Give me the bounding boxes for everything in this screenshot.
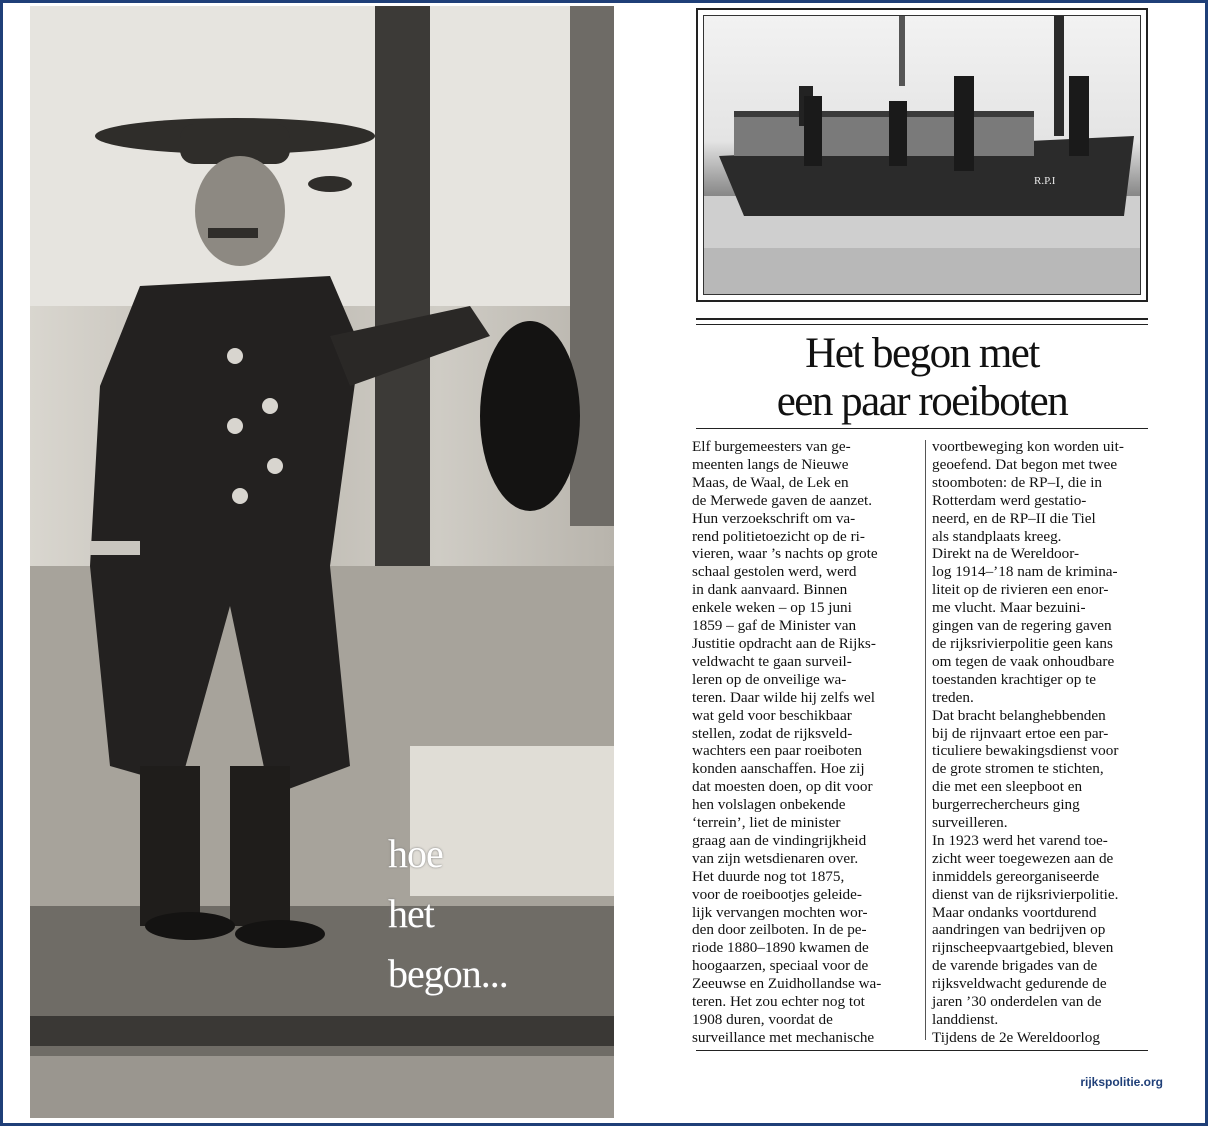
- caption-line-2: het: [388, 891, 434, 936]
- boat-photo: [703, 15, 1141, 295]
- headline-line-1: Het begon met: [805, 330, 1039, 377]
- site-watermark: rijkspolitie.org: [1080, 1075, 1163, 1089]
- hull-marking: R.P.I: [1034, 175, 1056, 187]
- portrait-photo: [30, 6, 614, 1118]
- headline-rule-top: [696, 318, 1148, 320]
- article-column-1: Elf burgemeesters van ge- meenten langs de Nieuwe Maas, de Waal, de Lek en de Merwede gaven de aanzet. Hun verzoekschrift om va- rend politietoezicht op de ri- vieren, waar ’s nachts op grote schaal gestolen werd, werd in dank aanvaard. Binnen enkele weken – op 15 juni 1859 – gaf de Minister van Justitie opdracht aan de Rijks- veldwacht te gaan surveil- leren op de onveilige wa- teren. Daar wilde hij zelfs wel wat geld voor beschikbaar stellen, zodat de rijksveld- wachters een paar roeiboten konden aanschaffen. Hoe zij dat moesten doen, op dit voor hen volslagen onbekende ‘terrein’, liet de minister graag aan de vindingrijkheid van zijn wetsdienaren over. Het duurde nog tot 1875, voor de roeibootjes geleide- lijk vervangen mochten wor- den door zeilboten. In de pe- riode 1880–1890 kwamen de hoogaarzen, speciaal voor de Zeeuwse en Zuidhollandse wa- teren. Het zou echter nog tot 1908 duren, voordat de surveillance met mechanische: [692, 438, 882, 1046]
- article-rule-bottom: [696, 1050, 1148, 1051]
- column-divider: [925, 440, 926, 1040]
- headline-rule-bottom: [696, 428, 1148, 429]
- boat-photo-frame: [696, 8, 1148, 302]
- article-column-2: voortbeweging kon worden uit- geoefend. Dat begon met twee stoomboten: de RP–I, die in Rotterdam werd gestatio- neerd, en de RP–II die Tiel als standplaats kreeg. Direkt na de Wereldoor- log 1914–’18 nam de krimina- liteit op de rivieren een enor- me vlucht. Maar bezuini- gingen van de regering gaven de rijksrivierpolitie geen kans om tegen de vaak onhoudbare toestanden krachtiger op te treden. Dat bracht belanghebbenden bij de rijnvaart ertoe een par- ticuliere bewakingsdienst voor de grote stromen te stichten, die met een sleepboot en burgerrechercheurs ging surveilleren. In 1923 werd het varend toe- zicht weer toegewezen aan de inmiddels gereorganiseerde dienst van de rijksrivierpolitie. Maar ondanks voortdurend aandringen van bedrijven op rijnscheepvaartgebied, bleven de varende brigades van de rijksveldwacht gedurende de jaren ’30 onderdelen van de landdienst. Tijdens de 2e Wereldoorlog: [932, 438, 1124, 1046]
- boat-illustration: [704, 16, 1141, 295]
- headline-rule-top-thin: [696, 324, 1148, 325]
- caption-line-3: begon...: [388, 951, 508, 996]
- headline-line-2: een paar roeiboten: [776, 378, 1068, 425]
- caption-line-1: hoe: [388, 831, 443, 876]
- article-headline: [696, 330, 1148, 426]
- portrait-illustration: [30, 6, 614, 1118]
- photo-caption: [388, 824, 508, 1004]
